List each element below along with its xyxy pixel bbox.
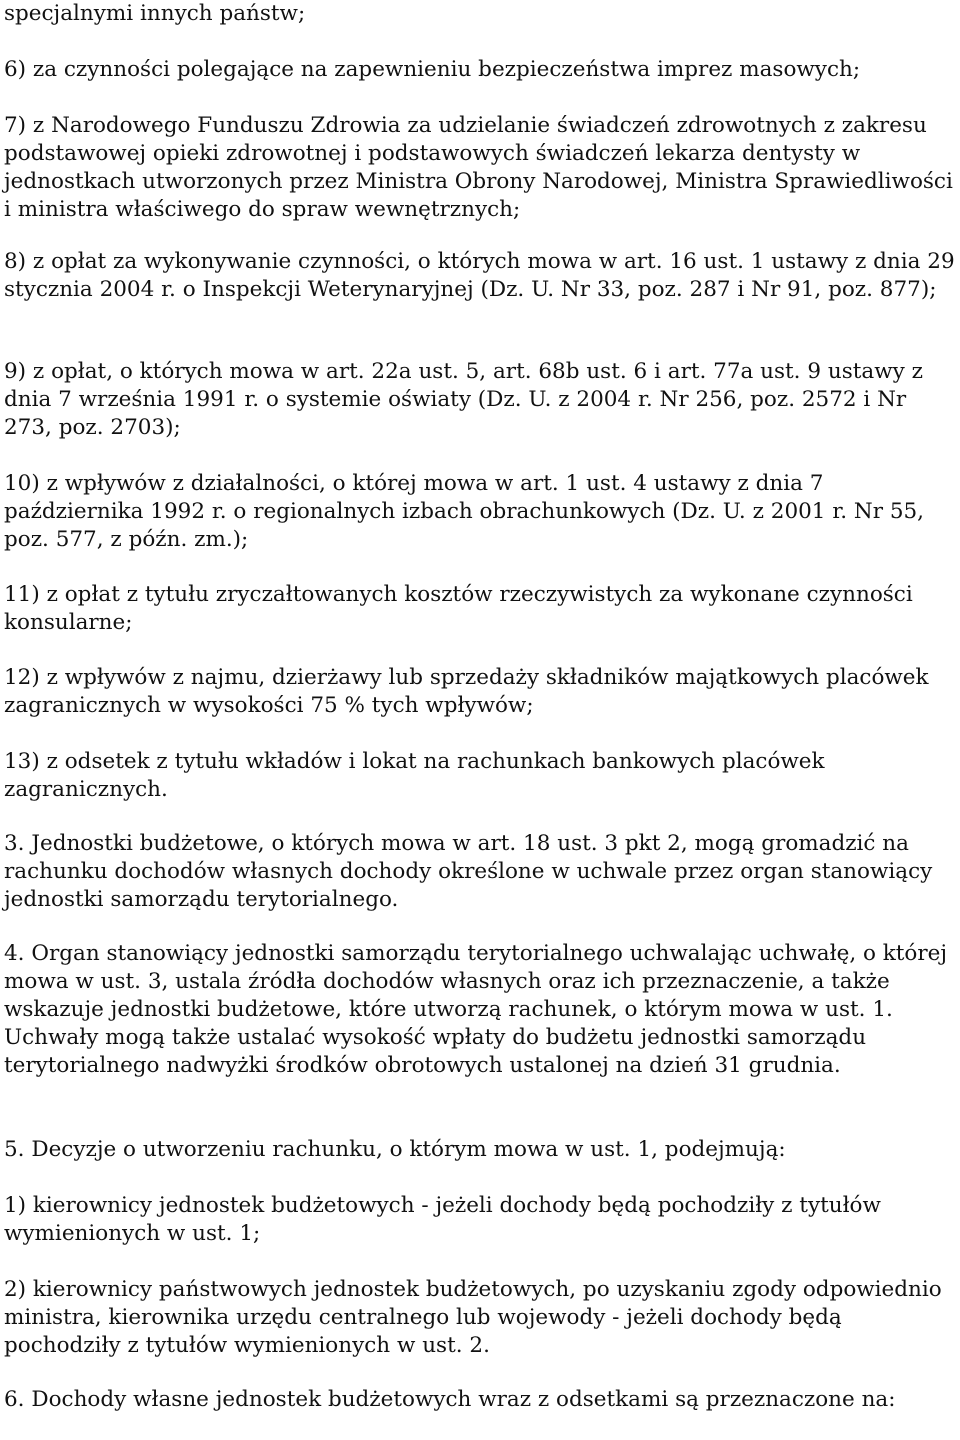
paragraph-item-11: 11) z opłat z tytułu zryczałtowanych kosztów rzeczywistych za wykonane czynności konsularne; xyxy=(4,582,913,635)
paragraph-item-1-kierownicy: 1) kierownicy jednostek budżetowych - jeżeli dochody będą pochodziły z tytułów wymienionych w ust. 1; xyxy=(4,1193,881,1246)
paragraph-item-12: 12) z wpływów z najmu, dzierżawy lub sprzedaży składników majątkowych placówek zagranicznych w wysokości 75 % tych wpływów; xyxy=(4,665,929,718)
paragraph-section-6: 6. Dochody własne jednostek budżetowych wraz z odsetkami są przeznaczone na: xyxy=(4,1387,896,1412)
paragraph-item-8: 8) z opłat za wykonywanie czynności, o których mowa w art. 16 ust. 1 ustawy z dnia 29 stycznia 2004 r. o Inspekcji Weterynaryjnej (Dz. U. Nr 33, poz. 287 i Nr 91, poz. 877); xyxy=(4,249,955,302)
paragraph-item-2-kierownicy: 2) kierownicy państwowych jednostek budżetowych, po uzyskaniu zgody odpowiednio ministra, kierownika urzędu centralnego lub wojewody - jeżeli dochody będą pochodziły z tytułów wymienionych w ust. 2. xyxy=(4,1277,942,1358)
paragraph-continuation: specjalnymi innych państw; xyxy=(4,1,306,26)
paragraph-item-6: 6) za czynności polegające na zapewnieniu bezpieczeństwa imprez masowych; xyxy=(4,57,861,82)
paragraph-section-5: 5. Decyzje o utworzeniu rachunku, o którym mowa w ust. 1, podejmują: xyxy=(4,1137,786,1162)
paragraph-item-13: 13) z odsetek z tytułu wkładów i lokat na rachunkach bankowych placówek zagranicznych. xyxy=(4,749,825,802)
paragraph-item-7: 7) z Narodowego Funduszu Zdrowia za udzielanie świadczeń zdrowotnych z zakresu podstawowej opieki zdrowotnej i podstawowych świadczeń lekarza dentysty w jednostkach utworzonych przez Ministra Obrony Narodowej, Ministra Sprawiedliwości i ministra właściwego do spraw wewnętrznych; xyxy=(4,113,953,222)
paragraph-item-9: 9) z opłat, o których mowa w art. 22a ust. 5, art. 68b ust. 6 i art. 77a ust. 9 ustawy z dnia 7 września 1991 r. o systemie oświaty (Dz. U. z 2004 r. Nr 256, poz. 2572 i Nr 273, poz. 2703); xyxy=(4,359,923,440)
paragraph-item-10: 10) z wpływów z działalności, o której mowa w art. 1 ust. 4 ustawy z dnia 7 października 1992 r. o regionalnych izbach obrachunkowych (Dz. U. z 2001 r. Nr 55, poz. 577, z późn. zm.); xyxy=(4,471,925,552)
paragraph-section-3: 3. Jednostki budżetowe, o których mowa w art. 18 ust. 3 pkt 2, mogą gromadzić na rachunku dochodów własnych dochody określone w uchwale przez organ stanowiący jednostki samorządu terytorialnego. xyxy=(4,831,933,912)
paragraph-section-4: 4. Organ stanowiący jednostki samorządu terytorialnego uchwalając uchwałę, o której mowa w ust. 3, ustala źródła dochodów własnych oraz ich przeznaczenie, a także wskazuje jednostki budżetowe, które utworzą rachunek, o którym mowa w ust. 1. Uchwały mogą także ustalać wysokość wpłaty do budżetu jednostki samorządu terytorialnego nadwyżki środków obrotowych ustalonej na dzień 31 grudnia. xyxy=(4,941,948,1078)
